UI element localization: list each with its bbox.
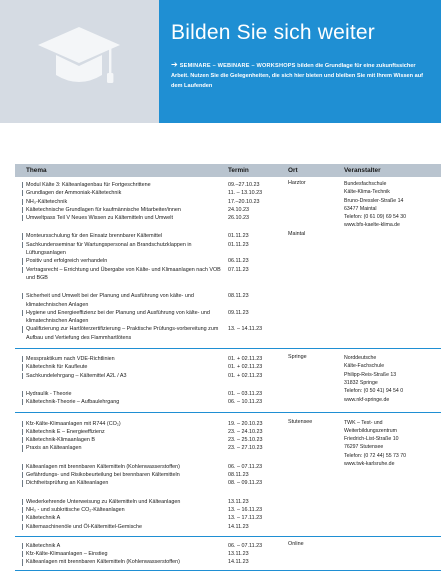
hero-text-panel bbox=[159, 0, 441, 123]
header-topic: Thema bbox=[26, 167, 47, 174]
organizer-line: Telefon: (0 50 41) 94 54 0 bbox=[344, 388, 404, 395]
topic-cell: Monteursschulung für den Einsatz brennbarer Kältemittel bbox=[15, 232, 221, 240]
date-cell: 13. – 14.11.23 bbox=[228, 326, 263, 333]
topic-cell: Sachkundenseminar für Wartungspersonal an Brandschutzklappen in Lüftungsanlagen bbox=[15, 241, 221, 258]
topic-cell: Umweltpass Teil V Neues Wissen zu Kältemitteln und Umwelt bbox=[15, 214, 221, 222]
organizer-group bbox=[15, 349, 441, 412]
table-row bbox=[15, 372, 441, 380]
date-cell: 08.11.23 bbox=[228, 472, 249, 479]
date-cell: 14.11.23 bbox=[228, 523, 249, 530]
topic-cell: Hydraulik - Theorie bbox=[15, 390, 221, 398]
table-row bbox=[15, 363, 441, 371]
page-header bbox=[0, 0, 441, 123]
table-row bbox=[15, 355, 441, 363]
topic-cell: NH₃ - und subkritische CO₂-Kälteanlagen bbox=[15, 506, 221, 514]
date-cell: 23. – 24.10.23 bbox=[228, 428, 263, 435]
organizer-line: Kälte-Klima-Technik bbox=[344, 189, 390, 196]
intro-rest: bilden die Grundlage für eine zukunftssicher Arbeit. Nutzen Sie die Gelegenheiten, die sich hier bieten und bleiben Sie mit Ihrem Wissen auf dem Laufenden bbox=[171, 63, 424, 89]
organizer-line: 63477 Maintal bbox=[344, 205, 377, 212]
date-cell: 23. – 27.10.23 bbox=[228, 445, 263, 452]
date-cell: 13.11.23 bbox=[228, 498, 249, 505]
organizer-line: Telefon: (0 61 09) 69 54 30 bbox=[344, 214, 407, 221]
table-body bbox=[15, 177, 441, 571]
date-cell: 06.11.23 bbox=[228, 258, 249, 265]
topic-cell: Kältetechnik E – Energieeffizienz bbox=[15, 428, 221, 436]
table-row bbox=[15, 523, 441, 531]
table-row bbox=[15, 214, 441, 222]
topic-cell: Kältetechnik A bbox=[15, 542, 221, 550]
table-row bbox=[15, 506, 441, 514]
date-cell: 24.10.23 bbox=[228, 206, 249, 213]
date-cell: 23. – 25.10.23 bbox=[228, 437, 263, 444]
topic-cell: Messpraktikum nach VDE-Richtlinien bbox=[15, 355, 221, 363]
organizer-group bbox=[15, 537, 441, 571]
topic-cell: Dichtheitsprüfung an Kälteanlagen bbox=[15, 479, 221, 487]
table-row bbox=[15, 444, 441, 452]
topic-cell: Sicherheit und Umwelt bei der Planung und Ausführung von kälte- und klimatechnischen Anlagen bbox=[15, 292, 221, 309]
location-cell: Online bbox=[288, 540, 304, 547]
topic-block bbox=[15, 390, 441, 407]
seminar-table bbox=[15, 164, 441, 571]
topic-cell: Gefährdungs- und Risikobeurteilung bei brennbaren Kältemitteln bbox=[15, 471, 221, 479]
table-row bbox=[15, 198, 441, 206]
organizer-line: Philipp-Reis-Straße 13 bbox=[344, 371, 397, 378]
header-date: Termin bbox=[228, 167, 249, 174]
organizer-group bbox=[15, 177, 441, 349]
date-cell: 26.10.23 bbox=[228, 215, 249, 222]
table-row bbox=[15, 436, 441, 444]
topic-cell: Positiv und erfolgreich verhandeln bbox=[15, 257, 221, 265]
table-row bbox=[15, 266, 441, 283]
topic-cell: Kältetechnik für Kaufleute bbox=[15, 363, 221, 371]
hero-image-panel bbox=[0, 0, 159, 123]
topic-cell: Kälteanlagen mit brennbaren Kältemitteln (Kohlenwasserstoffen) bbox=[15, 463, 221, 471]
topic-block bbox=[15, 355, 441, 380]
topic-cell: Wiederkehrende Unterweisung zu Kältemitteln und Kälteanlagen bbox=[15, 498, 221, 506]
header-organizer: Veranstalter bbox=[344, 167, 381, 174]
organizer-line: Bundesfachschule bbox=[344, 181, 387, 187]
date-cell: 01. + 02.11.23 bbox=[228, 364, 263, 371]
organizer-line[interactable]: www.bfs-kaelte-klima.de bbox=[344, 222, 400, 229]
graduation-cap-icon bbox=[36, 25, 122, 89]
table-row bbox=[15, 232, 441, 240]
date-cell: 07.11.23 bbox=[228, 266, 249, 273]
page-title: Bilden Sie sich weiter bbox=[171, 21, 375, 44]
table-row bbox=[15, 398, 441, 406]
topic-block bbox=[15, 181, 441, 222]
topic-block bbox=[15, 463, 441, 488]
organizer-line: 31832 Springe bbox=[344, 379, 378, 386]
date-cell: 08.11.23 bbox=[228, 293, 249, 300]
topic-cell: Kältetechnische Grundlagen für kaufmännische Mitarbeiter/innen bbox=[15, 206, 221, 214]
arrow-right-icon: ➔ bbox=[171, 60, 178, 69]
table-row bbox=[15, 471, 441, 479]
topic-cell: Praxis an Kälteanlagen bbox=[15, 444, 221, 452]
topic-cell: NH₃-Kältetechnik bbox=[15, 198, 221, 206]
table-row bbox=[15, 498, 441, 506]
location-cell: Harztor bbox=[288, 180, 306, 186]
date-cell: 13. – 16.11.23 bbox=[228, 506, 263, 513]
location-cell: Springe bbox=[288, 354, 307, 361]
topic-cell: Kältetechnik-Klimaanlagen B bbox=[15, 436, 221, 444]
organizer-line: TWK – Test- und bbox=[344, 419, 383, 426]
organizer-line: Norddeutsche bbox=[344, 355, 377, 362]
organizer-line[interactable]: www.twk-karlsruhe.de bbox=[344, 461, 395, 468]
topic-cell: Kfz-Kälte-Klimaanlagen – Einstieg bbox=[15, 550, 221, 558]
table-row bbox=[15, 292, 441, 309]
date-cell: 06. – 10.11.23 bbox=[228, 399, 263, 406]
date-cell: 08. – 09.11.23 bbox=[228, 480, 263, 487]
organizer-group bbox=[15, 413, 441, 537]
table-row bbox=[15, 325, 441, 342]
header-location: Ort bbox=[288, 167, 298, 174]
topic-cell: Kfz-Kälte-Klimaanlagen mit R744 (CO₂) bbox=[15, 420, 221, 428]
table-row bbox=[15, 241, 441, 258]
table-row bbox=[15, 463, 441, 471]
organizer-line: Kälte-Fachschule bbox=[344, 363, 385, 370]
date-cell: 11. – 13.10.23 bbox=[228, 190, 263, 197]
table-row bbox=[15, 479, 441, 487]
date-cell: 13. – 17.11.23 bbox=[228, 515, 263, 522]
topic-block bbox=[15, 420, 441, 453]
topic-cell: Modul Kälte 3: Kälteanlagenbau für Fortgeschrittene bbox=[15, 181, 221, 189]
table-row bbox=[15, 558, 441, 566]
table-row bbox=[15, 420, 441, 428]
date-cell: 01.11.23 bbox=[228, 233, 249, 240]
topic-block bbox=[15, 292, 441, 342]
date-cell: 09.–27.10.23 bbox=[228, 182, 260, 188]
intro-lead: SEMINARE – WEBINARE – WORKSHOPS bbox=[179, 63, 296, 69]
location-cell: Stutensee bbox=[288, 418, 313, 425]
date-cell: 06. – 07.11.23 bbox=[228, 463, 263, 470]
date-cell: 01.11.23 bbox=[228, 241, 249, 248]
date-cell: 01. + 02.11.23 bbox=[228, 356, 263, 363]
date-cell: 09.11.23 bbox=[228, 309, 249, 316]
organizer-line: Telefon: (0 72 44) 55 73 70 bbox=[344, 452, 407, 459]
table-header bbox=[15, 164, 441, 177]
topic-cell: Kälteanlagen mit brennbaren Kältemitteln (Kohlenwasserstoffen) bbox=[15, 558, 221, 566]
topic-cell: Kältemaschinenöle und Öl-Kältemittel-Gemische bbox=[15, 523, 221, 531]
topic-cell: Kältetechnik-Theorie – Aufbaulehrgang bbox=[15, 398, 221, 406]
organizer-line[interactable]: www.nkf-springe.de bbox=[344, 396, 390, 403]
date-cell: 19. – 20.10.23 bbox=[228, 420, 263, 427]
topic-cell: Vertragsrecht – Errichtung und Übergabe von Kälte- und Klimaanlagen nach VOB und BGB bbox=[15, 266, 221, 283]
topic-cell: Sachkundelehrgang – Kältemittel A2L / A3 bbox=[15, 372, 221, 380]
table-row bbox=[15, 309, 441, 326]
date-cell: 14.11.23 bbox=[228, 559, 249, 566]
topic-cell: Grundlagen der Ammoniak-Kältetechnik bbox=[15, 189, 221, 197]
table-row bbox=[15, 181, 441, 189]
table-row bbox=[15, 428, 441, 436]
topic-block bbox=[15, 498, 441, 531]
organizer-line: Friedrich-List-Straße 10 bbox=[344, 436, 399, 443]
organizer-line: Weiterbildungszentrum bbox=[344, 427, 397, 434]
table-row bbox=[15, 206, 441, 214]
table-row bbox=[15, 514, 441, 522]
date-cell: 06. – 07.11.23 bbox=[228, 542, 263, 549]
date-cell: 01. – 03.11.23 bbox=[228, 390, 263, 397]
topic-cell: Hygiene und Energieeffizienz bei der Planung und Ausführung von kälte- und klimatechnischen Anlagen bbox=[15, 309, 221, 326]
date-cell: 17.–20.10.23 bbox=[228, 198, 260, 205]
organizer-line: Bruno-Dressler-Straße 14 bbox=[344, 197, 404, 204]
intro-text bbox=[171, 60, 433, 91]
location-cell: Maintal bbox=[288, 231, 306, 238]
date-cell: 01. + 02.11.23 bbox=[228, 372, 263, 379]
date-cell: 13.11.23 bbox=[228, 551, 249, 558]
table-row bbox=[15, 257, 441, 265]
topic-cell: Qualifizierung zur Hartlöterzertifizierung – Praktische Prüfungs-vorbereitung zum Aufbau und Vertiefung des Flammhartlötens bbox=[15, 325, 221, 342]
table-row bbox=[15, 390, 441, 398]
table-row bbox=[15, 189, 441, 197]
topic-block bbox=[15, 232, 441, 282]
topic-cell: Kältetechnik A bbox=[15, 514, 221, 522]
organizer-line: 76297 Stutensee bbox=[344, 444, 384, 451]
table-row bbox=[15, 550, 441, 558]
